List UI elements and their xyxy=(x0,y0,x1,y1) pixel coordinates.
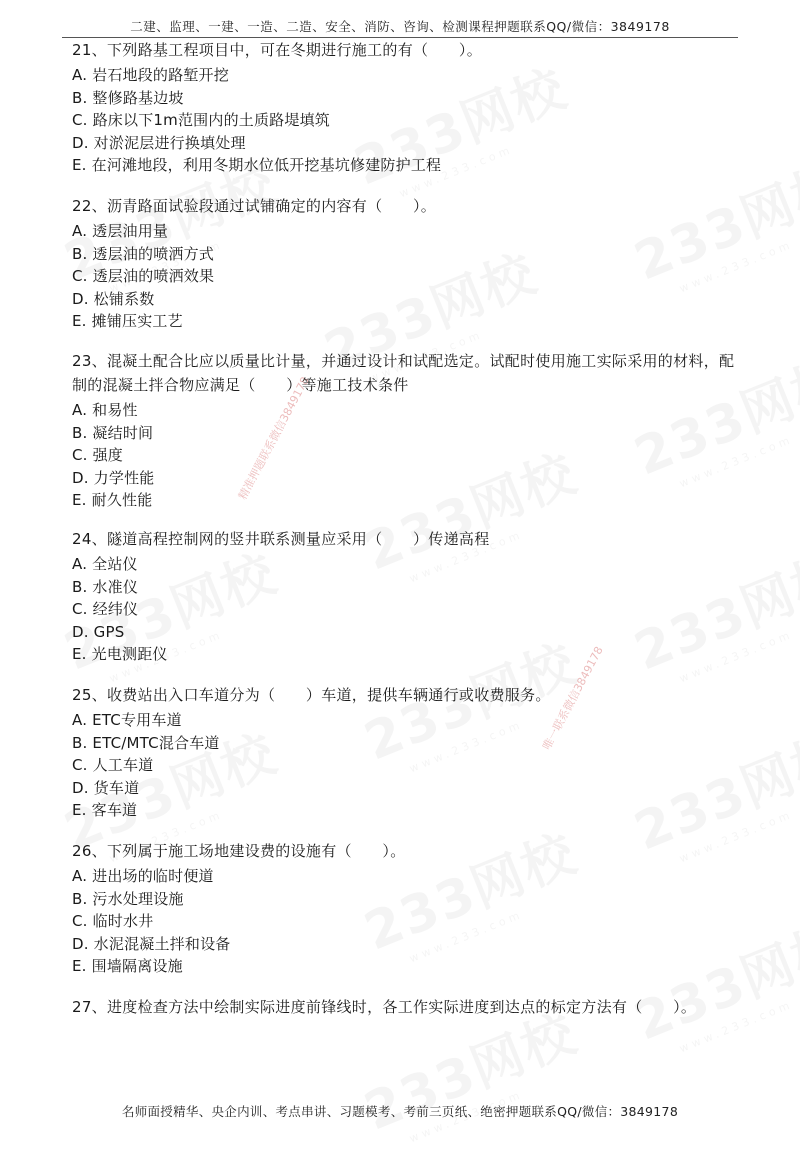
option-a: A. 岩石地段的路堑开挖 xyxy=(72,66,229,84)
option-c: C. 临时水井 xyxy=(72,912,154,931)
option-a: A. 全站仪 xyxy=(72,555,138,573)
option-c: C. 人工车道 xyxy=(72,756,154,775)
question-26 xyxy=(72,839,748,978)
option-c: C. 强度 xyxy=(72,446,124,465)
question-stem: 25、收费站出入口车道分为（ ）车道，提供车辆通行或收费服务。 xyxy=(72,686,551,704)
option-a: A. 进出场的临时便道 xyxy=(72,867,214,885)
option-b: B. 水准仪 xyxy=(72,577,139,596)
question-21 xyxy=(72,38,748,177)
option-c: C. 路床以下1m范围内的土质路堤填筑 xyxy=(72,111,330,130)
option-b: B. ETC/MTC混合车道 xyxy=(72,733,220,752)
option-a: A. 和易性 xyxy=(72,401,138,419)
option-e: E. 在河滩地段，利用冬期水位低开挖基坑修建防护工程 xyxy=(72,156,442,175)
question-24 xyxy=(72,527,748,666)
watermark-stamp: 精准押题联系微信3849178 xyxy=(236,374,312,502)
option-c: C. 经纬仪 xyxy=(72,600,139,619)
question-stem: 23、混凝土配合比应以质量比计量，并通过设计和试配选定。试配时使用施工实际采用的材料，配制的混凝土拌合物应满足（ ）等施工技术条件 xyxy=(72,352,735,394)
question-stem: 21、下列路基工程项目中，可在冬期进行施工的有（ ）。 xyxy=(72,41,482,59)
option-d: D. 对淤泥层进行换填处理 xyxy=(72,133,246,152)
option-e: E. 摊铺压实工艺 xyxy=(72,312,183,331)
option-a: A. 透层油用量 xyxy=(72,222,169,240)
option-e: E. 围墙隔离设施 xyxy=(72,957,183,976)
question-stem: 24、隧道高程控制网的竖井联系测量应采用（ ）传递高程 xyxy=(72,530,490,548)
option-b: B. 凝结时间 xyxy=(72,423,154,442)
option-e: E. 光电测距仪 xyxy=(72,645,168,664)
page-header: 二建、监理、一建、一造、二造、安全、消防、咨询、检测课程押题联系QQ/微信：3849178 xyxy=(130,19,670,34)
question-stem: 26、下列属于施工场地建设费的设施有（ ）。 xyxy=(72,842,406,860)
option-e: E. 客车道 xyxy=(72,801,138,820)
question-25 xyxy=(72,683,748,822)
option-b: B. 整修路基边坡 xyxy=(72,88,184,107)
page-footer: 名师面授精华、央企内训、考点串讲、习题模考、考前三页纸、绝密押题联系QQ/微信：3849178 xyxy=(121,1104,679,1119)
question-22 xyxy=(72,194,748,333)
watermark-stamp: 唯一联系微信3849178 xyxy=(540,644,606,753)
question-27 xyxy=(72,995,748,1021)
question-stem: 22、沥青路面试验段通过试铺确定的内容有（ ）。 xyxy=(72,197,437,215)
question-23 xyxy=(72,349,748,512)
option-d: D. 水泥混凝土拌和设备 xyxy=(72,934,231,953)
question-stem: 27、进度检查方法中绘制实际进度前锋线时，各工作实际进度到达点的标定方法有（ ）。 xyxy=(72,998,697,1016)
option-d: D. 力学性能 xyxy=(72,468,155,487)
option-d: D. 货车道 xyxy=(72,778,140,797)
option-d: D. GPS xyxy=(72,622,125,641)
option-c: C. 透层油的喷洒效果 xyxy=(72,267,215,286)
option-b: B. 污水处理设施 xyxy=(72,889,184,908)
option-e: E. 耐久性能 xyxy=(72,491,153,510)
option-a: A. ETC专用车道 xyxy=(72,711,182,729)
option-d: D. 松铺系数 xyxy=(72,289,155,308)
option-b: B. 透层油的喷洒方式 xyxy=(72,244,215,263)
